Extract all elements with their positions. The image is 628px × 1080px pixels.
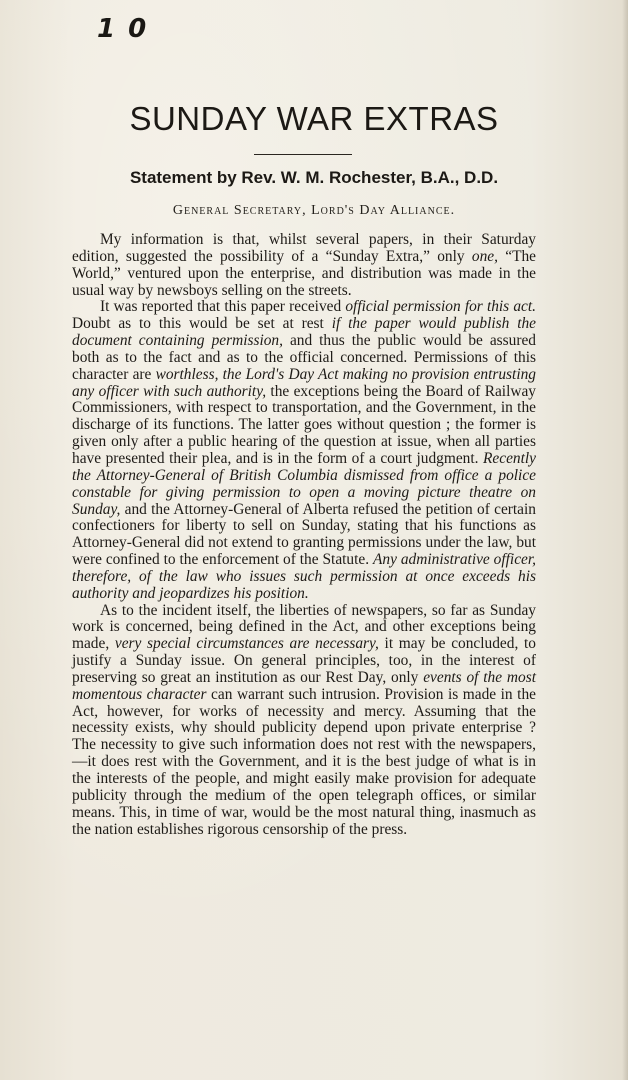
- text-run-italic: if the paper would publish the document containing permission,: [72, 315, 537, 350]
- body-paragraph-2: [72, 299, 536, 602]
- body-paragraph-3: [72, 603, 536, 839]
- text-run: the exceptions being the Board of Railway Commissioners, with respect to transportation, and the Government, in the discharge of its functions. The latter goes without question ; the former is given only after a public hearing of the question at issue, when all parties have presented their plea, and is in the form of a court judgment.: [72, 382, 536, 467]
- title-divider: [254, 154, 352, 155]
- text-run: and the Attorney-General of Alberta refused the petition of certain confectioners for liberty to sell on Sunday, stating that his functions as Attorney-General did not extend to granting permissions under the law, but were confined to the enforcement of the Statute.: [72, 500, 536, 569]
- text-run-italic: very special circumstances are necessary,: [114, 635, 379, 653]
- text-run: My information is that, whilst several papers, in their Saturday edition, suggested the possibility of a “Sunday Extra,” only: [72, 231, 536, 265]
- text-run: it may be concluded, to justify a Sunday issue. On general principles, too, in the interest of preserving so great an institution as our Rest Day, only: [72, 635, 536, 686]
- document-title: SUNDAY WAR EXTRAS: [129, 100, 499, 137]
- text-run-italic: Any administrative officer, therefore, of the law who issues such permission at once exceeds his authority and jeopardizes his position.: [72, 551, 536, 602]
- statement-body: [72, 232, 536, 838]
- text-run-italic: events of the most momentous character: [72, 668, 536, 703]
- handwritten-page-number: 1 0: [97, 14, 149, 44]
- text-run: Doubt as to this would be set at rest: [72, 315, 332, 333]
- text-run-italic: one,: [471, 247, 498, 265]
- text-run: and thus the public would be assured both as to the fact and as to the official concerned. Permissions of this character are: [72, 332, 536, 383]
- text-run-italic: official permission for this act.: [345, 298, 536, 316]
- text-run: It was reported that this paper received: [100, 298, 346, 316]
- text-run: As to the incident itself, the liberties of newspapers, so far as Sunday work is concerned, being defined in the Act, and other exceptions being made,: [72, 601, 536, 653]
- body-paragraph-1: [72, 232, 536, 299]
- author-byline: Statement by Rev. W. M. Rochester, B.A., D.D.: [129, 168, 499, 187]
- text-run: “The World,” ventured upon the enterprise, and distribution was made in the usual way by newsboys selling on the streets.: [72, 247, 537, 299]
- page-edge-shadow: [622, 0, 628, 1080]
- author-affiliation: General Secretary, Lord's Day Alliance.: [172, 203, 456, 218]
- text-run-italic: worthless, the Lord's Day Act making no provision entrusting any officer with such authority,: [72, 365, 536, 400]
- text-run-italic: Recently the Attorney-General of British Columbia dismissed from office a police constable for giving permission to open a moving picture theatre on Sunday,: [72, 449, 536, 518]
- text-run: can warrant such intrusion. Provision is made in the Act, however, for works of necessity and mercy. Assuming that the necessity exists, why should publicity depend upon private enterprise ? The necessity to give such information does not rest with the newspapers,—it does rest with the Government, and it is the best judge of what is in the interests of the people, and might easily make provision for adequate publicity through the medium of the open telegraph offices, or similar means. This, in time of war, would be the most natural thing, inasmuch as the nation establishes rigorous censorship of the press.: [72, 685, 536, 838]
